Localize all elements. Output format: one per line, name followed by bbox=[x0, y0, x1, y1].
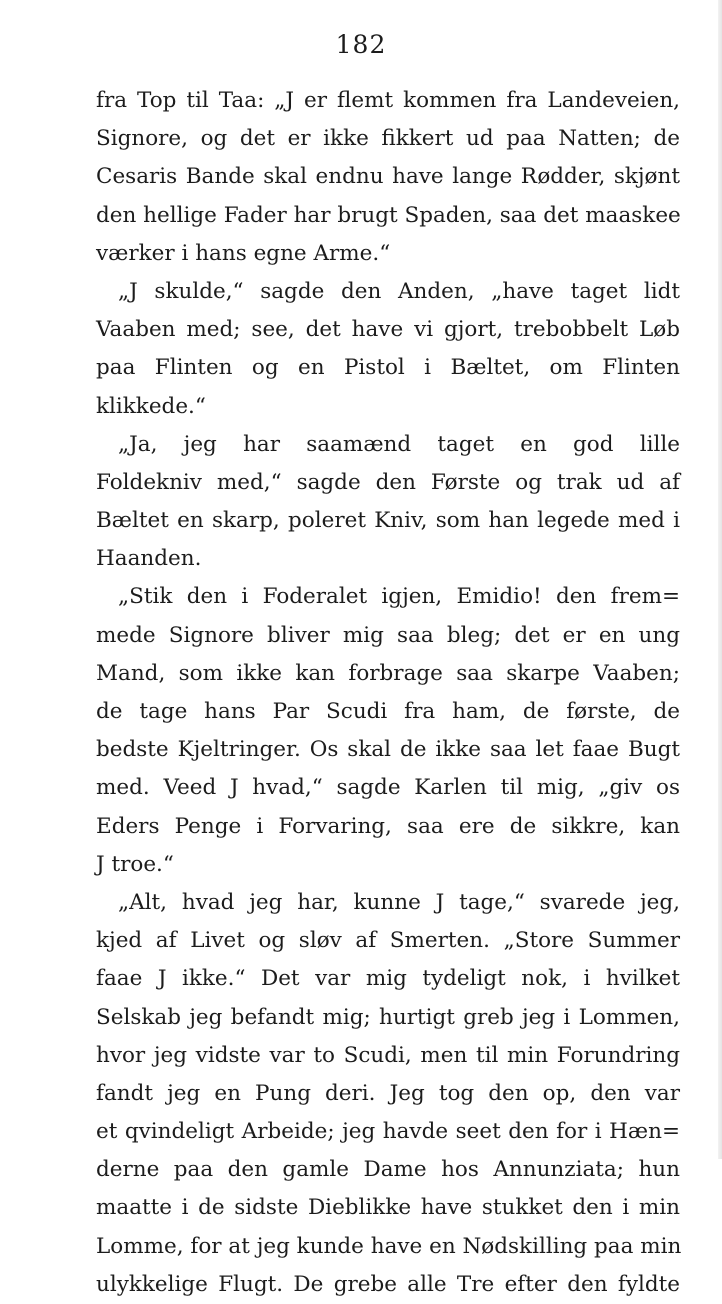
text-line: „J skulde,“ sagde den Anden, „have taget lidt bbox=[118, 278, 680, 304]
text-line: derne paa den gamle Dame hos Annunziata; hun bbox=[96, 1157, 680, 1183]
text-line: maatte i de sidste Dieblikke have stukket den i min bbox=[96, 1195, 680, 1221]
text-line: den hellige Fader har brugt Spaden, saa det maaskee bbox=[96, 202, 681, 228]
text-line: bedste Kjeltringer. Os skal de ikke saa let faae Bugt bbox=[96, 737, 680, 763]
text-line: J troe.“ bbox=[96, 851, 174, 877]
text-line: et qvindeligt Arbeide; jeg havde seet den for i Hæn= bbox=[96, 1119, 680, 1145]
text-line: faae J ikke.“ Det var mig tydeligt nok, i hvilket bbox=[96, 966, 680, 992]
text-line: Cesaris Bande skal endnu have lange Rødder, skjønt bbox=[96, 164, 680, 190]
page-edge-shadow bbox=[718, 0, 722, 1159]
text-line: klikkede.“ bbox=[96, 393, 206, 419]
text-line: værker i hans egne Arme.“ bbox=[96, 240, 391, 266]
text-line: Eders Penge i Forvaring, saa ere de sikkre, kan bbox=[96, 813, 680, 839]
text-line: Signore, og det er ikke fikkert ud paa Natten; de bbox=[96, 126, 680, 152]
text-line: Lomme, for at jeg kunde have en Nødskilling paa min bbox=[96, 1233, 682, 1259]
text-line: hvor jeg vidste var to Scudi, men til min Forundring bbox=[96, 1042, 680, 1068]
text-line: Mand, som ikke kan forbrage saa skarpe Vaaben; bbox=[96, 660, 680, 686]
text-line: „Alt, hvad jeg har, kunne J tage,“ svarede jeg, bbox=[118, 889, 680, 915]
text-line: med. Veed J hvad,“ sagde Karlen til mig, „giv os bbox=[96, 775, 680, 801]
text-line: „Stik den i Foderalet igjen, Emidio! den frem= bbox=[118, 584, 680, 610]
text-line: „Ja, jeg har saamænd taget en god lille bbox=[118, 431, 680, 457]
text-line: ulykkelige Flugt. De grebe alle Tre efter den fyldte bbox=[96, 1271, 680, 1297]
text-line: kjed af Livet og sløv af Smerten. „Store Summer bbox=[96, 928, 680, 954]
text-line: paa Flinten og en Pistol i Bæltet, om Flinten bbox=[96, 355, 680, 381]
body-text bbox=[96, 82, 680, 1304]
text-line: Foldekniv med,“ sagde den Første og trak ud af bbox=[96, 469, 680, 495]
text-line: Bæltet en skarp, poleret Kniv, som han legede med i bbox=[96, 508, 680, 534]
text-line: fandt jeg en Pung deri. Jeg tog den op, den var bbox=[96, 1080, 680, 1106]
page-number: 182 bbox=[335, 30, 387, 59]
text-line: Selskab jeg befandt mig; hurtigt greb jeg i Lommen, bbox=[96, 1004, 680, 1030]
text-line: fra Top til Taa: „J er flemt kommen fra Landeveien, bbox=[96, 88, 680, 113]
text-line: Haanden. bbox=[96, 546, 202, 572]
text-line: Vaaben med; see, det have vi gjort, trebobbelt Løb bbox=[96, 317, 680, 343]
text-line: mede Signore bliver mig saa bleg; det er en ung bbox=[96, 622, 680, 648]
text-line: de tage hans Par Scudi fra ham, de første, de bbox=[96, 699, 680, 724]
